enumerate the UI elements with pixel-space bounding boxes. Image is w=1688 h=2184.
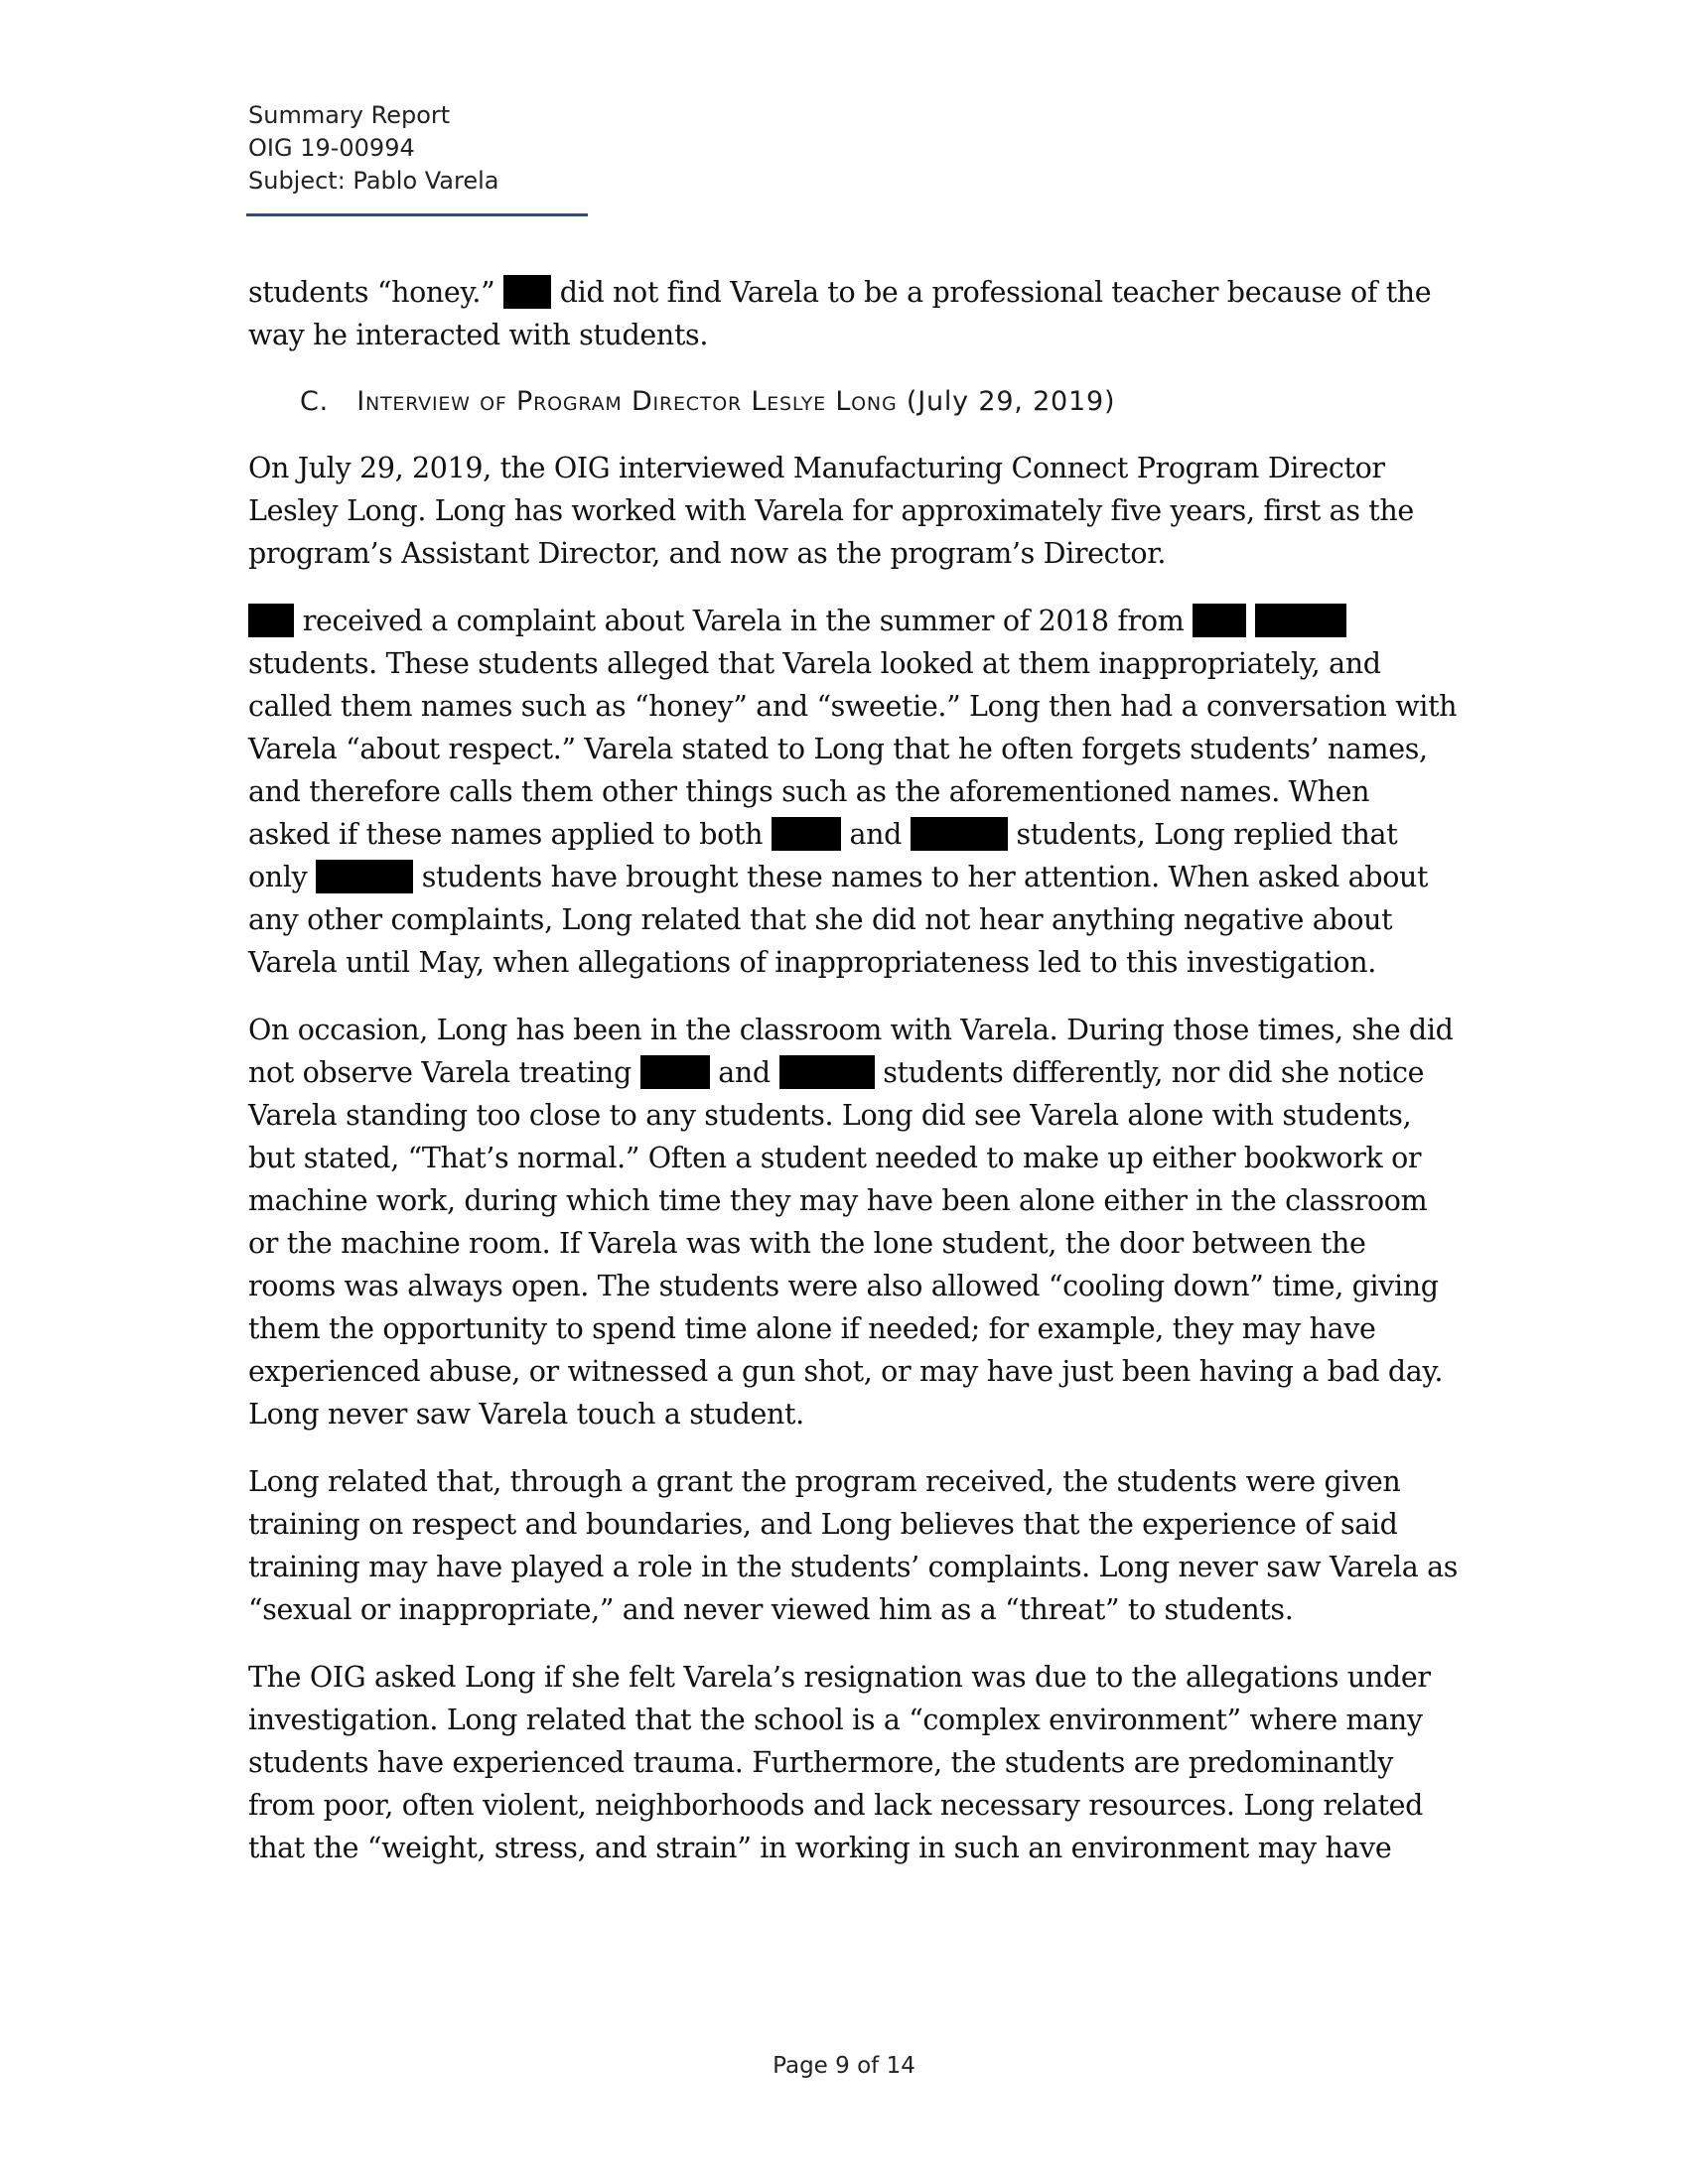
paragraph-classroom-observation: On occasion, Long has been in the classroom with Varela. During those times, she did not observe Varela treating and students differently, nor did she notice Varela standing too close to any students. Long did see Varela alone with students, but stated, “That’s normal.” Often a student needed to make up either bookwork or machine work, during which time they may have been alone either in the classroom or the machine room. If Varela was with the lone student, the door between the rooms was always open. The students were also allowed “cooling down” time, giving them the opportunity to spend time alone if needed; for example, they may have experienced abuse, or witnessed a gun shot, or may have just been having a bad day. Long never saw Varela touch a student. [248,1014,1454,1431]
running-header [248,99,499,198]
header-divider [246,213,588,216]
redaction-box [248,604,294,637]
paragraph-complaint: received a complaint about Varela in the summer of 2018 from students. These students alleged that Varela looked at them inappropriately, and called them names such as “honey” and “sweetie.” Long then had a conversation with Varela “about respect.” Varela stated to Long that he often forgets students’ names, and therefore calls them other things such as the aforementioned names. When asked if these names applied to both and students, Long replied that only students have brought these names to her attention. When asked about any other complaints, Long related that she did not hear anything negative about Varela until May, when allegations of inappropriateness led to this investigation. [248,605,1458,979]
section-date: (July 29, 2019) [906,386,1116,417]
section-letter: C. [300,386,330,417]
report-body [248,271,1460,1894]
redaction-box [503,275,551,309]
redaction-box [640,1055,710,1089]
section-title: Interview of Program Director Leslye Long [356,386,898,417]
section-heading-c [300,381,1460,423]
redaction-box [1193,604,1246,637]
redaction-box [772,817,841,851]
header-report-type: Summary Report [248,101,451,129]
paragraph-interview-intro: On July 29, 2019, the OIG interviewed Manufacturing Connect Program Director Lesley Long. Long has worked with Varela for approximately five years, first as the program’s Assistant Director, and now as the program’s Director. [248,452,1414,570]
page-number: Page 9 of 14 [773,2053,915,2079]
redaction-box [779,1055,875,1089]
redaction-box [1255,604,1346,637]
paragraph-continuation: students “honey.” did not find Varela to be a professional teacher because of the way he interacted with students. [248,276,1432,351]
paragraph-training: Long related that, through a grant the program received, the students were given training on respect and boundaries, and Long believes that the experience of said training may have played a role in the students’ complaints. Long never saw Varela as “sexual or inappropriate,” and never viewed him as a “threat” to students. [248,1465,1459,1626]
redaction-box [911,817,1008,851]
redaction-box [316,860,413,893]
header-case-number: OIG 19-00994 [248,134,415,162]
header-subject: Subject: Pablo Varela [248,167,499,195]
paragraph-resignation: The OIG asked Long if she felt Varela’s resignation was due to the allegations under investigation. Long related that the school is a “complex environment” where many students have experienced trauma. Furthermore, the students are predominantly from poor, often violent, neighborhoods and lack necessary resources. Long related that the “weight, stress, and strain” in working in such an environment may have [248,1661,1431,1864]
